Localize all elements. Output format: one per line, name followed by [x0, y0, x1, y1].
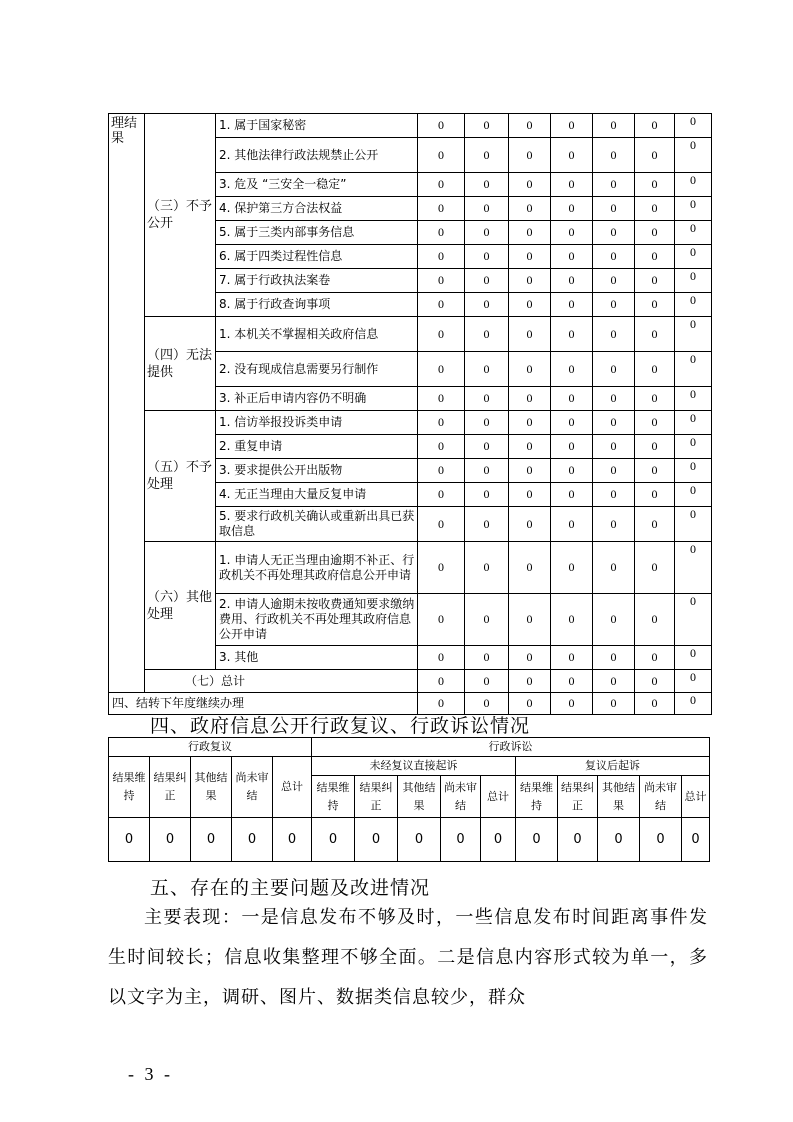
cell-value: 0 — [509, 317, 551, 352]
cell-value: 0 — [418, 507, 465, 542]
carry-over-label: 四、结转下年度继续办理 — [109, 693, 418, 715]
cell-value: 0 — [682, 818, 710, 862]
cell-value: 0 — [593, 197, 635, 221]
section5-heading: 五、存在的主要问题及改进情况 — [150, 877, 431, 899]
review-col-header: 结果维持 — [109, 757, 150, 818]
cell-value: 0 — [598, 818, 640, 862]
cell-value: 0 — [465, 138, 509, 173]
cell-value: 0 — [551, 646, 593, 670]
cell-value: 0 — [675, 483, 712, 507]
cell-value: 0 — [675, 173, 712, 197]
row-item-label: 3. 其他 — [216, 646, 418, 670]
cell-value: 0 — [509, 269, 551, 293]
cell-value: 0 — [551, 138, 593, 173]
cell-value: 0 — [635, 646, 675, 670]
cell-value: 0 — [551, 411, 593, 435]
litigation-header: 行政诉讼 — [312, 738, 710, 757]
cell-value: 0 — [635, 507, 675, 542]
cell-value: 0 — [418, 197, 465, 221]
row-item-label: 5. 属于三类内部事务信息 — [216, 221, 418, 245]
group-label: （六）其他处理 — [145, 542, 216, 670]
cell-value: 0 — [465, 507, 509, 542]
cell-value: 0 — [635, 693, 675, 715]
cell-value: 0 — [509, 670, 551, 693]
cell-value: 0 — [635, 114, 675, 138]
row-item-label: 1. 属于国家秘密 — [216, 114, 418, 138]
cell-value: 0 — [675, 411, 712, 435]
cell-value: 0 — [551, 483, 593, 507]
cell-value: 0 — [675, 352, 712, 387]
cell-value: 0 — [593, 387, 635, 411]
cell-value: 0 — [593, 670, 635, 693]
cell-value: 0 — [509, 693, 551, 715]
cell-value: 0 — [593, 594, 635, 646]
cell-value: 0 — [635, 352, 675, 387]
cell-value: 0 — [418, 352, 465, 387]
cell-value: 0 — [551, 507, 593, 542]
cell-value: 0 — [509, 387, 551, 411]
cell-value: 0 — [509, 245, 551, 269]
direct-col-header: 总计 — [481, 776, 516, 818]
cell-value: 0 — [418, 114, 465, 138]
review-col-header: 尚未审结 — [232, 757, 273, 818]
cell-value: 0 — [465, 269, 509, 293]
cell-value: 0 — [635, 245, 675, 269]
cell-value: 0 — [418, 173, 465, 197]
row-item-label: 6. 属于四类过程性信息 — [216, 245, 418, 269]
cell-value: 0 — [593, 114, 635, 138]
row-item-label: 3. 危及 “三安全一稳定” — [216, 173, 418, 197]
cell-value: 0 — [675, 387, 712, 411]
cell-value: 0 — [465, 197, 509, 221]
cell-value: 0 — [635, 387, 675, 411]
cell-value: 0 — [509, 114, 551, 138]
cell-value: 0 — [675, 693, 712, 715]
row-item-label: 7. 属于行政执法案卷 — [216, 269, 418, 293]
table-row — [109, 542, 712, 594]
cell-value: 0 — [635, 269, 675, 293]
review-col-header: 结果纠正 — [150, 757, 191, 818]
cell-value: 0 — [509, 507, 551, 542]
cell-value: 0 — [635, 594, 675, 646]
cell-value: 0 — [593, 221, 635, 245]
cell-value: 0 — [635, 197, 675, 221]
cell-value: 0 — [551, 387, 593, 411]
cell-value: 0 — [509, 293, 551, 317]
cell-value: 0 — [675, 459, 712, 483]
cell-value: 0 — [635, 483, 675, 507]
cell-value: 0 — [509, 173, 551, 197]
cell-value: 0 — [593, 542, 635, 594]
cell-value: 0 — [481, 818, 516, 862]
cell-value: 0 — [675, 293, 712, 317]
cell-value: 0 — [551, 293, 593, 317]
row-item-label: 4. 保护第三方合法权益 — [216, 197, 418, 221]
cell-value: 0 — [635, 138, 675, 173]
cell-value: 0 — [635, 459, 675, 483]
cell-value: 0 — [635, 293, 675, 317]
cell-value: 0 — [509, 197, 551, 221]
group-label: （五）不予处理 — [145, 411, 216, 542]
cell-value: 0 — [593, 138, 635, 173]
cell-value: 0 — [465, 542, 509, 594]
cell-value: 0 — [441, 818, 481, 862]
after-col-header: 总计 — [682, 776, 710, 818]
cell-value: 0 — [312, 818, 355, 862]
after-col-header: 其他结果 — [598, 776, 640, 818]
cell-value: 0 — [675, 435, 712, 459]
cell-value: 0 — [675, 646, 712, 670]
cell-value: 0 — [593, 411, 635, 435]
cell-value: 0 — [509, 483, 551, 507]
group-label: （三）不予公开 — [145, 114, 216, 317]
cell-value: 0 — [551, 245, 593, 269]
row-item-label: 3. 要求提供公开出版物 — [216, 459, 418, 483]
disposal-results-table — [108, 113, 712, 715]
cell-value: 0 — [675, 114, 712, 138]
table-row — [109, 114, 712, 138]
direct-col-header: 结果维持 — [312, 776, 355, 818]
cell-value: 0 — [593, 293, 635, 317]
after-review-header: 复议后起诉 — [516, 757, 710, 776]
cell-value: 0 — [465, 646, 509, 670]
cell-value: 0 — [465, 114, 509, 138]
total-label: （七）总计 — [145, 670, 418, 693]
cell-value: 0 — [509, 221, 551, 245]
row-item-label: 1. 信访举报投诉类申请 — [216, 411, 418, 435]
cell-value: 0 — [593, 507, 635, 542]
review-col-header: 其他结果 — [191, 757, 232, 818]
cell-value: 0 — [465, 173, 509, 197]
cell-value: 0 — [593, 459, 635, 483]
cell-value: 0 — [418, 435, 465, 459]
cell-value: 0 — [465, 594, 509, 646]
cell-value: 0 — [551, 459, 593, 483]
cell-value: 0 — [418, 594, 465, 646]
cell-value: 0 — [465, 221, 509, 245]
cell-value: 0 — [593, 245, 635, 269]
cell-value: 0 — [675, 245, 712, 269]
cell-value: 0 — [418, 542, 465, 594]
cell-value: 0 — [551, 594, 593, 646]
cell-value: 0 — [232, 818, 273, 862]
cell-value: 0 — [551, 173, 593, 197]
row-item-label: 5. 要求行政机关确认或重新出具已获取信息 — [216, 507, 418, 542]
cell-value: 0 — [551, 435, 593, 459]
cell-value: 0 — [109, 818, 150, 862]
cell-value: 0 — [418, 317, 465, 352]
table-row — [109, 317, 712, 352]
cell-value: 0 — [593, 483, 635, 507]
cell-value: 0 — [509, 542, 551, 594]
row-item-label: 2. 申请人逾期未按收费通知要求缴纳费用、行政机关不再处理其政府信息公开申请 — [216, 594, 418, 646]
cell-value: 0 — [635, 173, 675, 197]
cell-value: 0 — [418, 483, 465, 507]
section5-paragraph: 主要表现：一是信息发布不够及时，一些信息发布时间距离事件发生时间较长；信息收集整理不够全面。二是信息内容形式较为单一，多以文字为主，调研、图片、数据类信息较少，群众 — [108, 907, 708, 1008]
cell-value: 0 — [640, 818, 682, 862]
row-item-label: 3. 补正后申请内容仍不明确 — [216, 387, 418, 411]
cell-value: 0 — [551, 269, 593, 293]
cell-value: 0 — [465, 245, 509, 269]
cell-value: 0 — [150, 818, 191, 862]
cell-value: 0 — [635, 670, 675, 693]
cell-value: 0 — [418, 693, 465, 715]
after-col-header: 尚未审结 — [640, 776, 682, 818]
cell-value: 0 — [465, 459, 509, 483]
cell-value: 0 — [593, 435, 635, 459]
cell-value: 0 — [465, 435, 509, 459]
cell-value: 0 — [551, 221, 593, 245]
cell-value: 0 — [675, 197, 712, 221]
cell-value: 0 — [635, 542, 675, 594]
direct-col-header: 其他结果 — [398, 776, 441, 818]
cell-value: 0 — [635, 411, 675, 435]
cell-value: 0 — [465, 293, 509, 317]
cell-value: 0 — [418, 670, 465, 693]
category-label: 理结果 — [109, 114, 145, 693]
cell-value: 0 — [635, 221, 675, 245]
cell-value: 0 — [675, 594, 712, 646]
review-col-header: 总计 — [273, 757, 312, 818]
cell-value: 0 — [551, 114, 593, 138]
cell-value: 0 — [551, 197, 593, 221]
cell-value: 0 — [191, 818, 232, 862]
cell-value: 0 — [558, 818, 598, 862]
cell-value: 0 — [418, 646, 465, 670]
cell-value: 0 — [465, 670, 509, 693]
cell-value: 0 — [551, 670, 593, 693]
cell-value: 0 — [551, 542, 593, 594]
cell-value: 0 — [418, 138, 465, 173]
cell-value: 0 — [398, 818, 441, 862]
after-col-header: 结果纠正 — [558, 776, 598, 818]
cell-value: 0 — [465, 317, 509, 352]
cell-value: 0 — [516, 818, 558, 862]
after-col-header: 结果维持 — [516, 776, 558, 818]
cell-value: 0 — [418, 269, 465, 293]
cell-value: 0 — [418, 245, 465, 269]
cell-value: 0 — [593, 693, 635, 715]
cell-value: 0 — [418, 411, 465, 435]
cell-value: 0 — [418, 459, 465, 483]
page-number: - 3 - — [128, 1064, 173, 1084]
cell-value: 0 — [465, 693, 509, 715]
cell-value: 0 — [675, 317, 712, 352]
review-header: 行政复议 — [109, 738, 312, 757]
cell-value: 0 — [675, 507, 712, 542]
cell-value: 0 — [635, 435, 675, 459]
cell-value: 0 — [675, 670, 712, 693]
cell-value: 0 — [465, 483, 509, 507]
table-row — [109, 411, 712, 435]
cell-value: 0 — [509, 352, 551, 387]
cell-value: 0 — [273, 818, 312, 862]
review-litigation-table — [108, 737, 710, 862]
group-label: （四）无法提供 — [145, 317, 216, 411]
cell-value: 0 — [418, 221, 465, 245]
total-row — [109, 670, 712, 693]
cell-value: 0 — [675, 269, 712, 293]
row-item-label: 2. 其他法律行政法规禁止公开 — [216, 138, 418, 173]
cell-value: 0 — [509, 411, 551, 435]
cell-value: 0 — [551, 352, 593, 387]
row-item-label: 1. 申请人无正当理由逾期不补正、行政机关不再处理其政府信息公开申请 — [216, 542, 418, 594]
row-item-label: 2. 没有现成信息需要另行制作 — [216, 352, 418, 387]
cell-value: 0 — [509, 435, 551, 459]
cell-value: 0 — [593, 646, 635, 670]
cell-value: 0 — [465, 352, 509, 387]
cell-value: 0 — [635, 317, 675, 352]
cell-value: 0 — [593, 352, 635, 387]
cell-value: 0 — [593, 269, 635, 293]
cell-value: 0 — [509, 459, 551, 483]
row-item-label: 4. 无正当理由大量反复申请 — [216, 483, 418, 507]
cell-value: 0 — [465, 411, 509, 435]
cell-value: 0 — [551, 317, 593, 352]
cell-value: 0 — [509, 646, 551, 670]
cell-value: 0 — [593, 317, 635, 352]
cell-value: 0 — [675, 138, 712, 173]
row-item-label: 2. 重复申请 — [216, 435, 418, 459]
cell-value: 0 — [509, 138, 551, 173]
cell-value: 0 — [593, 173, 635, 197]
cell-value: 0 — [465, 387, 509, 411]
direct-col-header: 尚未审结 — [441, 776, 481, 818]
cell-value: 0 — [675, 221, 712, 245]
cell-value: 0 — [418, 387, 465, 411]
cell-value: 0 — [509, 594, 551, 646]
cell-value: 0 — [355, 818, 398, 862]
cell-value: 0 — [675, 542, 712, 594]
direct-col-header: 结果纠正 — [355, 776, 398, 818]
direct-suit-header: 未经复议直接起诉 — [312, 757, 516, 776]
cell-value: 0 — [418, 293, 465, 317]
row-item-label: 1. 本机关不掌握相关政府信息 — [216, 317, 418, 352]
row-item-label: 8. 属于行政查询事项 — [216, 293, 418, 317]
section4-heading: 四、政府信息公开行政复议、行政诉讼情况 — [150, 715, 531, 737]
cell-value: 0 — [551, 693, 593, 715]
